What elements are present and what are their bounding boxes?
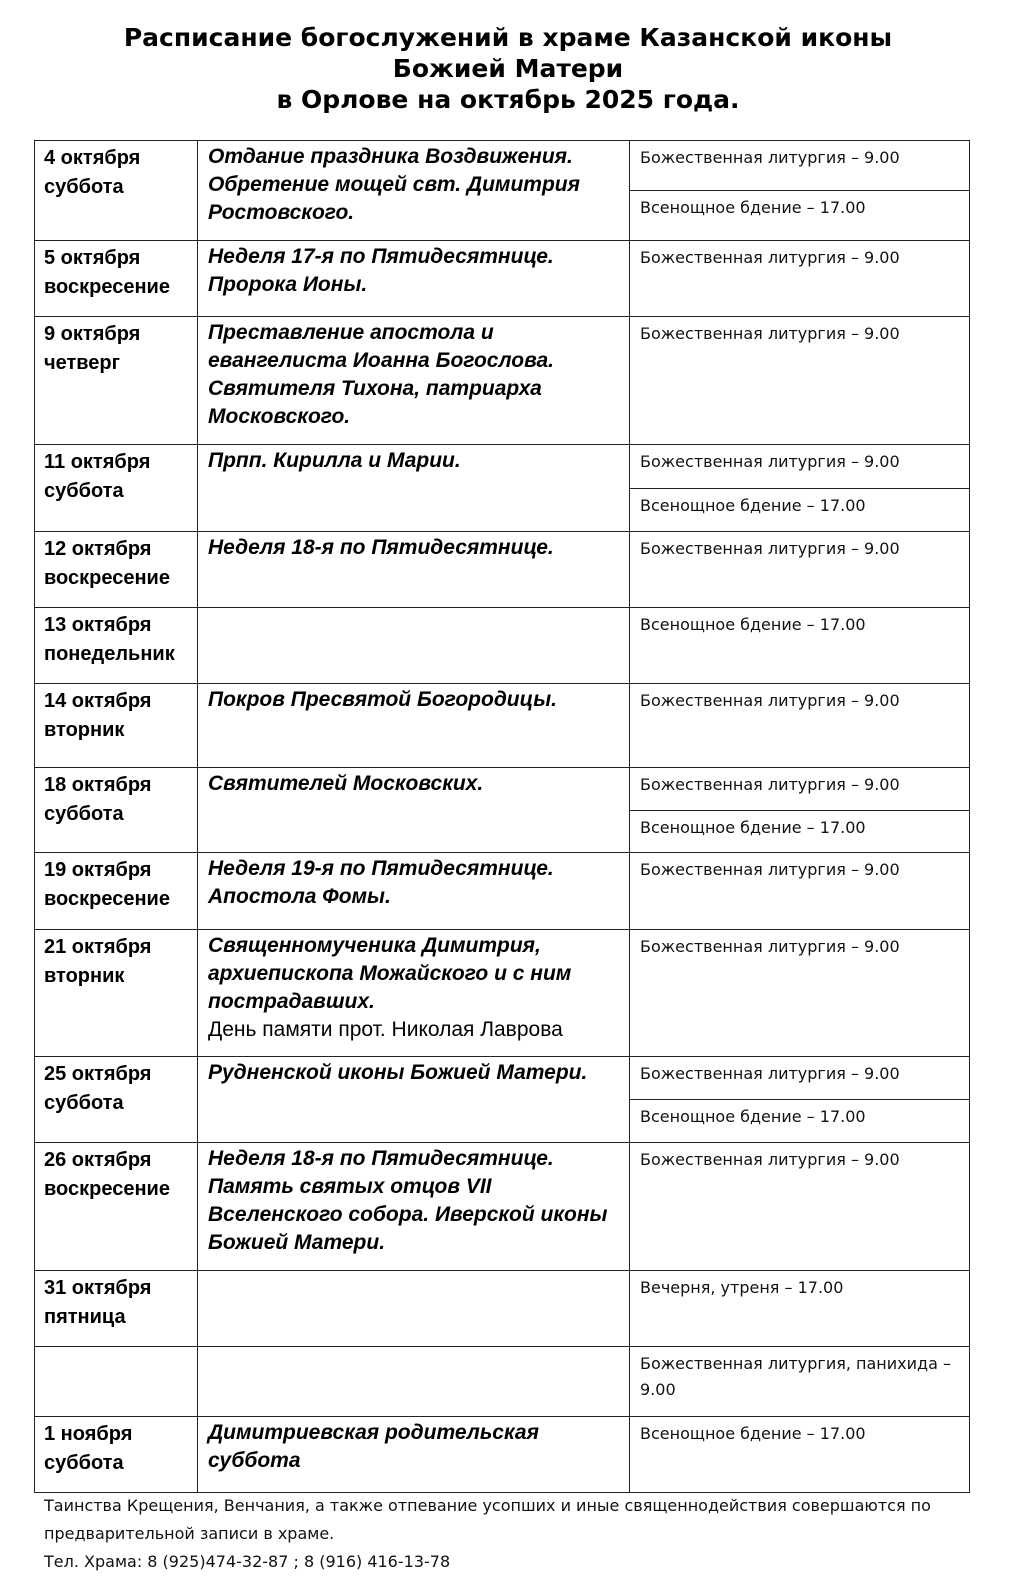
feast-cell	[198, 684, 630, 768]
services-cell	[630, 930, 970, 1057]
schedule-row	[35, 684, 970, 768]
feast-cell	[198, 317, 630, 445]
title-line-2: Божией Матери	[392, 54, 624, 83]
feast-title: Отдание праздника Воздвижения. Обретение мощей свт. Димитрия Ростовского.	[208, 145, 580, 224]
services-cell	[630, 317, 970, 445]
feast-cell	[198, 1143, 630, 1271]
date-cell	[35, 532, 198, 608]
footer-line-1: Таинства Крещения, Венчания, а также отпевание усопших и иные священнодействия совершаются по	[44, 1496, 931, 1515]
date-label: 13 октября	[44, 614, 152, 636]
date-cell	[35, 930, 198, 1057]
services-cell	[630, 532, 970, 608]
schedule-row	[35, 141, 970, 241]
service-item: Божественная литургия – 9.00	[640, 860, 900, 879]
schedule-row	[35, 1417, 970, 1493]
weekday-label: вторник	[44, 719, 125, 741]
services-cell	[630, 853, 970, 930]
date-label: 14 октября	[44, 690, 152, 712]
feast-cell	[198, 608, 630, 684]
page-title	[0, 22, 1016, 115]
date-cell	[35, 853, 198, 930]
weekday-label: суббота	[44, 1452, 124, 1474]
feast-title: Священномученика Димитрия, архиепископа Можайского и с ним пострадавших.	[208, 934, 572, 1013]
services-cell	[630, 1057, 970, 1143]
date-label: 12 октября	[44, 538, 152, 560]
feast-cell	[198, 1057, 630, 1143]
feast-cell	[198, 445, 630, 532]
date-label: 4 октября	[44, 147, 141, 169]
service-item: Всенощное бдение – 17.00	[640, 1424, 866, 1443]
footer-phones: Тел. Храма: 8 (925)474-32-87 ; 8 (916) 416-13-78	[44, 1552, 451, 1571]
date-label: 25 октября	[44, 1063, 152, 1085]
services-cell	[630, 241, 970, 317]
weekday-label: воскресение	[44, 888, 170, 910]
feast-title: Прпп. Кирилла и Марии.	[208, 449, 461, 472]
title-line-1: Расписание богослужений в храме Казанской иконы	[123, 23, 893, 52]
date-cell	[35, 684, 198, 768]
service-item: Божественная литургия – 9.00	[640, 248, 900, 267]
services-cell	[630, 1347, 970, 1417]
service-item: Всенощное бдение – 17.00	[630, 488, 969, 530]
schedule-table	[34, 140, 970, 1493]
date-cell	[35, 1271, 198, 1347]
date-label: 1 ноября	[44, 1423, 133, 1445]
service-item: Божественная литургия – 9.00	[640, 1150, 900, 1169]
service-item: Божественная литургия – 9.00	[640, 691, 900, 710]
date-label: 26 октября	[44, 1149, 152, 1171]
feast-cell	[198, 1271, 630, 1347]
weekday-label: воскресение	[44, 276, 170, 298]
date-cell	[35, 1143, 198, 1271]
service-item: Всенощное бдение – 17.00	[630, 810, 969, 851]
weekday-label: вторник	[44, 965, 125, 987]
schedule-row	[35, 608, 970, 684]
schedule-row	[35, 1271, 970, 1347]
date-label: 5 октября	[44, 247, 141, 269]
weekday-label: воскресение	[44, 567, 170, 589]
services-cell	[630, 1143, 970, 1271]
service-item: Всенощное бдение – 17.00	[630, 190, 969, 239]
service-item: Божественная литургия – 9.00	[640, 539, 900, 558]
weekday-label: воскресение	[44, 1178, 170, 1200]
service-item: Вечерня, утреня – 17.00	[640, 1278, 844, 1297]
title-line-3: в Орлове на октябрь 2025 года.	[276, 85, 740, 114]
schedule-row	[35, 445, 970, 532]
feast-title: Димитриевская родительская суббота	[208, 1421, 539, 1472]
date-label: 11 октября	[44, 451, 151, 473]
schedule-row	[35, 1347, 970, 1417]
feast-cell	[198, 141, 630, 241]
date-cell	[35, 241, 198, 317]
service-item: Божественная литургия – 9.00	[640, 1064, 900, 1083]
feast-cell	[198, 853, 630, 930]
feast-title: Неделя 17-я по Пятидесятнице. Пророка Ионы.	[208, 245, 554, 296]
feast-cell	[198, 930, 630, 1057]
services-cell	[630, 445, 970, 532]
feast-cell	[198, 1347, 630, 1417]
feast-title: Святителей Московских.	[208, 772, 484, 795]
weekday-label: четверг	[44, 352, 120, 374]
schedule-row	[35, 1057, 970, 1143]
feast-title: Неделя 18-я по Пятидесятнице.	[208, 536, 554, 559]
service-item: Всенощное бдение – 17.00	[630, 1099, 969, 1141]
feast-cell	[198, 1417, 630, 1493]
weekday-label: суббота	[44, 176, 124, 198]
weekday-label: суббота	[44, 1092, 124, 1114]
date-label: 18 октября	[44, 774, 152, 796]
weekday-label: понедельник	[44, 643, 175, 665]
service-item: Божественная литургия – 9.00	[640, 148, 900, 167]
schedule-row	[35, 241, 970, 317]
feast-cell	[198, 768, 630, 853]
date-cell	[35, 1417, 198, 1493]
service-item: Божественная литургия – 9.00	[640, 452, 900, 471]
footer-note	[44, 1492, 984, 1576]
schedule-row	[35, 930, 970, 1057]
date-label: 31 октября	[44, 1277, 152, 1299]
feast-title: Преставление апостола и евангелиста Иоанна Богослова. Святителя Тихона, патриарха Московского.	[208, 321, 554, 428]
feast-title: Покров Пресвятой Богородицы.	[208, 688, 557, 711]
service-item: Божественная литургия – 9.00	[640, 937, 900, 956]
schedule-row	[35, 532, 970, 608]
feast-title: Неделя 18-я по Пятидесятнице. Память святых отцов VII Вселенского собора. Иверской иконы Божией Матери.	[208, 1147, 608, 1254]
date-label: 19 октября	[44, 859, 152, 881]
date-cell	[35, 768, 198, 853]
service-item: Божественная литургия – 9.00	[640, 775, 900, 794]
schedule-row	[35, 1143, 970, 1271]
feast-cell	[198, 532, 630, 608]
schedule-row	[35, 853, 970, 930]
services-cell	[630, 768, 970, 853]
date-cell	[35, 141, 198, 241]
services-cell	[630, 141, 970, 241]
schedule-row	[35, 768, 970, 853]
schedule-body	[35, 141, 970, 1493]
service-item: Божественная литургия, панихида – 9.00	[640, 1354, 951, 1399]
service-item: Всенощное бдение – 17.00	[640, 615, 866, 634]
date-cell	[35, 608, 198, 684]
date-cell	[35, 317, 198, 445]
services-cell	[630, 1271, 970, 1347]
services-cell	[630, 684, 970, 768]
date-cell	[35, 1347, 198, 1417]
schedule-row	[35, 317, 970, 445]
weekday-label: суббота	[44, 803, 124, 825]
services-cell	[630, 608, 970, 684]
footer-line-2: предварительной записи в храме.	[44, 1524, 335, 1543]
date-label: 21 октября	[44, 936, 152, 958]
weekday-label: пятница	[44, 1306, 126, 1328]
weekday-label: суббота	[44, 480, 124, 502]
feast-title: Неделя 19-я по Пятидесятнице. Апостола Фомы.	[208, 857, 554, 908]
date-cell	[35, 445, 198, 532]
feast-title: Рудненской иконы Божией Матери.	[208, 1061, 588, 1084]
services-cell	[630, 1417, 970, 1493]
service-item: Божественная литургия – 9.00	[640, 324, 900, 343]
date-cell	[35, 1057, 198, 1143]
feast-cell	[198, 241, 630, 317]
feast-note: День памяти прот. Николая Лаврова	[208, 1018, 563, 1041]
date-label: 9 октября	[44, 323, 141, 345]
